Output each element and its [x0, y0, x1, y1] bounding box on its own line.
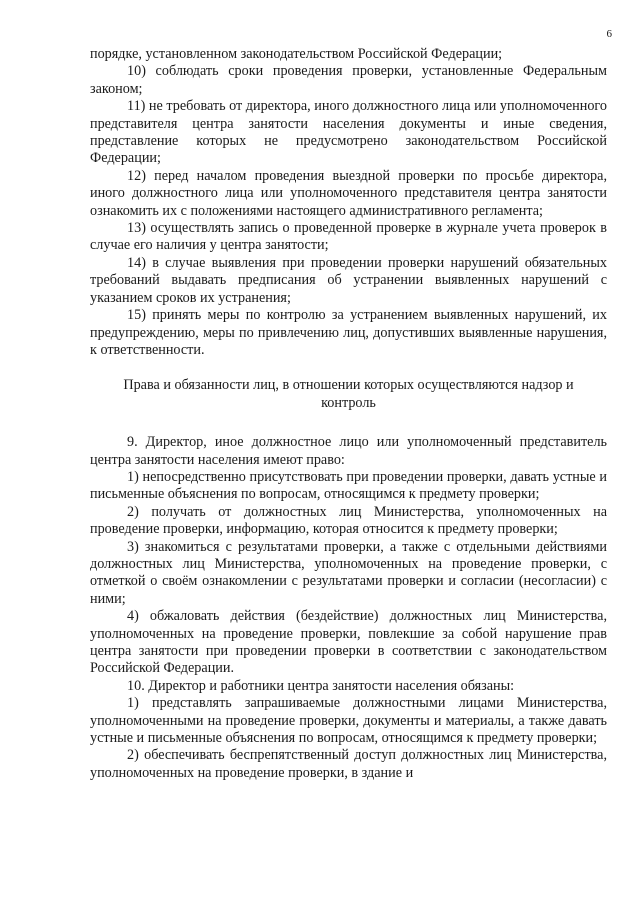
- paragraph-duty-2: 2) обеспечивать беспрепятственный доступ должностных лиц Министерства, уполномоченных на проведение проверки, в здание и: [90, 747, 607, 781]
- paragraph-item-11: 11) не требовать от директора, иного должностного лица или уполномоченного представителя центра занятости населения документы и иные сведения, представление которых не предусмотрено законодательством Российской Федерации;: [90, 98, 607, 167]
- document-body: [90, 46, 607, 782]
- paragraph-right-4: 4) обжаловать действия (бездействие) должностных лиц Министерства, уполномоченных на проведение проверки, повлекшие за собой нарушение прав центра занятости при проведении проверки в соответствии с законодательством Российской Федерации.: [90, 608, 607, 677]
- paragraph-item-10: 10) соблюдать сроки проведения проверки, установленные Федеральным законом;: [90, 63, 607, 97]
- paragraph-right-3: 3) знакомиться с результатами проверки, а также с отдельными действиями должностных лиц Министерства, уполномоченных на проведение проверки, с отметкой о своём ознакомлении с результатами проверки и согласии (несогласии) с ними;: [90, 538, 607, 607]
- paragraph-right-1: 1) непосредственно присутствовать при проведении проверки, давать устные и письменные объяснения по вопросам, относящимся к предмету проверки;: [90, 468, 607, 503]
- section-heading: Права и обязанности лиц, в отношении которых осуществляются надзор и контроль: [123, 377, 574, 411]
- paragraph-item-15: 15) принять меры по контролю за устранением выявленных нарушений, их предупреждению, меры по привлечению лиц, допустивших выявленные нарушения, к ответственности.: [90, 307, 607, 358]
- paragraph-item-12: 12) перед началом проведения выездной проверки по просьбе директора, иного должностного лица или уполномоченного представителя центра занятости ознакомить их с положениями настоящего административного регламента;: [90, 167, 607, 219]
- paragraph-item-13: 13) осуществлять запись о проведенной проверке в журнале учета проверок в случае его наличия у центра занятости;: [90, 220, 607, 254]
- paragraph-clause-9: 9. Директор, иное должностное лицо или уполномоченный представитель центра занятости населения имеют право:: [90, 434, 607, 468]
- paragraph-item-14: 14) в случае выявления при проведении проверки нарушений обязательных требований выдавать предписания об устранении выявленных нарушений с указанием сроков их устранения;: [90, 254, 607, 306]
- paragraph-continuation: порядке, установленном законодательством Российской Федерации;: [90, 46, 503, 62]
- paragraph-clause-10: 10. Директор и работники центра занятости населения обязаны:: [127, 677, 515, 694]
- paragraph-duty-1: 1) представлять запрашиваемые должностными лицами Министерства, уполномоченными на проведение проверки, документы и материалы, а также давать устные и письменные объяснения по вопросам, относящимся к предмету проверки;: [90, 695, 607, 747]
- paragraph-right-2: 2) получать от должностных лиц Министерства, уполномоченных на проведение проверки, информацию, которая относится к предмету проверки;: [90, 503, 607, 538]
- page-number: 6: [606, 28, 612, 40]
